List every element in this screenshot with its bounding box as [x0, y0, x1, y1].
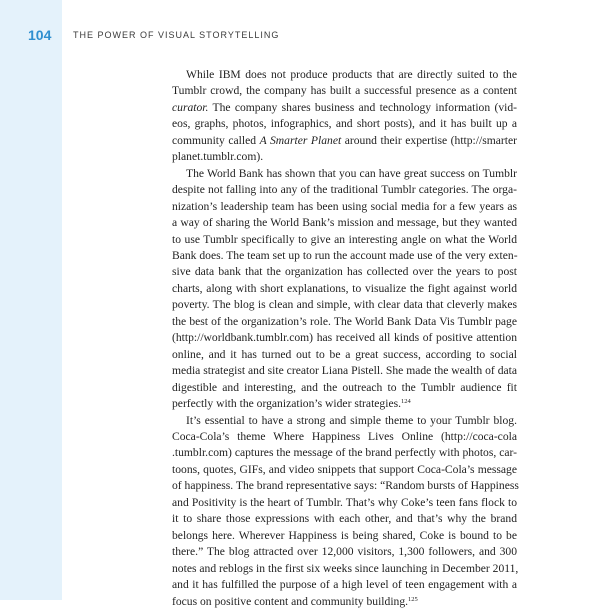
text-line	[172, 594, 517, 610]
text-line: media strategist and site creator Liana Pistell. She made the wealth of data	[172, 364, 517, 378]
text-run: around their expertise (http://smarter	[341, 133, 517, 147]
text-line: a way of sharing the World Bank’s mission and message, but they wanted	[172, 216, 517, 230]
text-line: It’s essential to have a strong and simple theme to your Tumblr blog.	[186, 413, 517, 427]
text-line: charts, along with short explanations, to visualize the fight against world	[172, 281, 517, 295]
text-line: While IBM does not produce products that are directly suited to the	[186, 68, 517, 81]
paragraph-world-bank	[172, 166, 517, 413]
text-line: notes and reblogs in the first six weeks since launching in December 2011,	[172, 561, 519, 575]
text-line: eos, graphs, photos, infographics, and short posts), and it has built up a	[172, 117, 517, 131]
body-text	[172, 67, 517, 610]
text-line: to use Tumblr specifically to give an interesting angle on what the World	[172, 232, 517, 246]
text-run: community called	[172, 133, 260, 147]
text-line	[172, 133, 517, 149]
italic-title: A Smarter Planet	[259, 133, 342, 147]
page-number: 104	[28, 27, 52, 43]
text-line: nization’s leadership team has been using social media for a few years as	[172, 199, 517, 213]
page-edge-band	[0, 0, 62, 600]
text-line: and Positivity is the heart of Tumblr. That’s why Coke’s teen fans flock to	[172, 495, 517, 509]
text-line	[172, 396, 517, 412]
text-line: despite not falling into any of the traditional Tumblr categories. The orga-	[172, 183, 517, 197]
italic-term: curator.	[172, 100, 209, 114]
text-line: of happiness. The brand representative says: “Random bursts of Happiness	[172, 479, 519, 493]
footnote-marker: 124	[401, 398, 411, 406]
text-line: there.” The blog attracted over 12,000 visitors, 1,300 followers, and 300	[172, 545, 517, 559]
text-run: focus on positive content and community building.	[172, 594, 409, 608]
text-line: sive data bank that the organization has collected over the years to post	[172, 265, 517, 279]
running-head: THE POWER OF VISUAL STORYTELLING	[73, 30, 280, 40]
text-line: planet.tumblr.com).	[172, 150, 264, 164]
text-line: Coca-Cola’s theme Where Happiness Lives Online (http://coca-cola	[172, 429, 517, 443]
text-line: .tumblr.com) captures the message of the brand perfectly with photos, car-	[172, 446, 517, 460]
text-run: perfectly with the organization’s wider strategies.	[172, 397, 402, 411]
text-line: online, and it has turned out to be a great success, according to social	[172, 347, 517, 361]
text-line: digestible and interesting, and the outreach to the Tumblr audience fit	[172, 380, 517, 394]
text-line	[172, 100, 517, 116]
text-line: toons, quotes, GIFs, and video snippets that support Coca-Cola’s message	[172, 462, 517, 476]
paragraph-ibm	[172, 67, 517, 166]
text-line: Bank does. The team set up to run the account made use of the very exten-	[172, 248, 518, 262]
text-line: (http://worldbank.tumblr.com) has received all kinds of positive attention	[172, 331, 517, 345]
text-line: the best of the organization’s role. The World Bank Data Vis Tumblr page	[172, 314, 517, 328]
text-line: poverty. The blog is clean and simple, with clear data that cleverly makes	[172, 298, 517, 312]
text-line: The World Bank has shown that you can have great success on Tumblr	[186, 166, 517, 180]
footnote-marker: 125	[408, 595, 418, 603]
text-line: Tumblr crowd, the company has built a successful presence as a content	[172, 84, 517, 98]
text-line: and it has fulfilled the purpose of a high level of teen engagement with a	[172, 578, 517, 592]
page-header	[0, 25, 600, 45]
text-run: The company shares business and technology information (vid-	[208, 100, 517, 114]
text-line: it to share those expressions with each other, and that’s why the brand	[172, 512, 517, 526]
paragraph-coca-cola	[172, 413, 517, 610]
text-line: belongs here. Wherever Happiness is being shared, Coke is bound to be	[172, 528, 517, 542]
